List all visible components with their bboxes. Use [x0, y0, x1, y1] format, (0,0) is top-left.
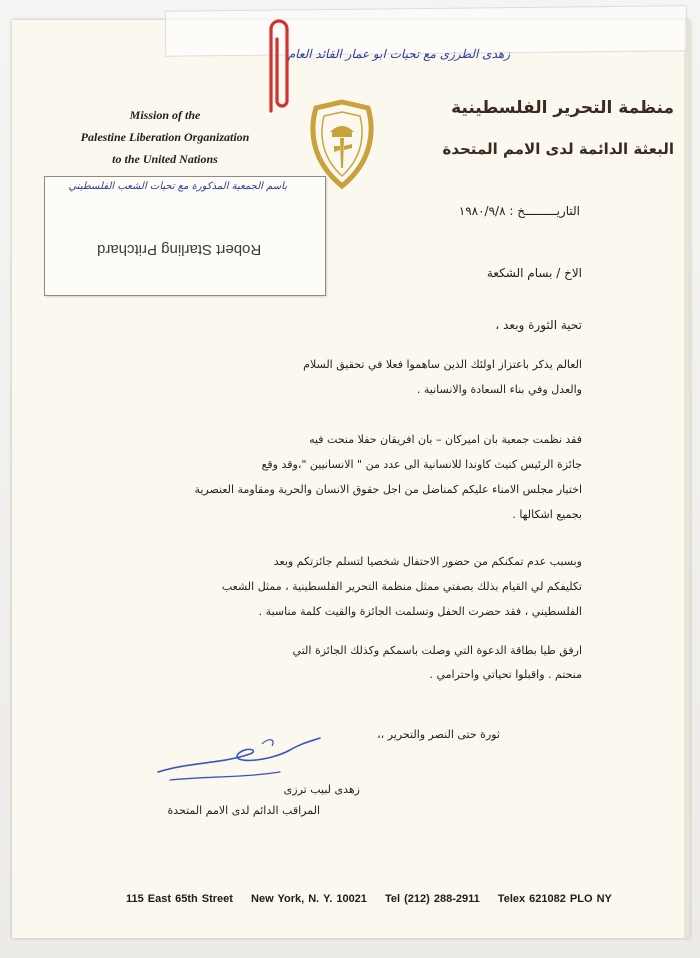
closing-line: ثورة حتى النصر والتحرير ،،	[377, 728, 500, 741]
body-line: اختيار مجلس الامناء عليكم كمناضل من اجل حقوق الانسان والحرية ومقاومة العنصرية	[194, 483, 582, 496]
date-line: التاريـــــــــخ : ١٩٨٠/٩/٨	[458, 204, 580, 218]
body-line: منحتم . واقبلوا تحياتي واحترامي .	[429, 668, 582, 681]
mission-header-line3: to the United Nations	[112, 152, 218, 166]
footer-telex: Telex 621082 PLO NY	[497, 893, 612, 905]
greeting-line: تحية الثورة وبعد ،	[495, 318, 582, 332]
handwritten-note-top: زهدى الطرزى مع تحيات ابو عمار القائد العام	[287, 47, 510, 61]
footer-street: 115 East 65th Street	[126, 893, 233, 905]
footer-city: New York, N. Y. 10021	[251, 893, 367, 905]
body-line: جائزة الرئيس كنيث كاوندا للانسانية الى عدد من " الانسانيين "،وقد وقع	[261, 458, 582, 471]
footer-tel: Tel (212) 288-2911	[384, 893, 480, 905]
recipient-line: الاخ / بسام الشكعة	[486, 266, 582, 280]
body-line: والعدل وفي بناء السعادة والانسانية .	[416, 383, 582, 396]
signatory-title: المراقب الدائم لدى الامم المتحدة	[167, 804, 320, 817]
mission-header-ar-line1: منظمة التحرير الفلسطينية	[451, 98, 674, 118]
business-card	[44, 176, 326, 296]
body-line: تكليفكم لي القيام بذلك بصفتي ممثل منظمة التحرير الفلسطينية ، ممثل الشعب	[221, 580, 582, 593]
signatory-name: زهدى لبيب ترزى	[283, 783, 360, 796]
mission-header-line2: Palestine Liberation Organization	[80, 130, 250, 144]
card-name: Robert Starling Pritchard	[97, 241, 262, 258]
body-line: ارفق طيا بطاقة الدعوة التي وصلت باسمكم وكذلك الجائزة التي	[292, 644, 582, 657]
footer-address	[126, 893, 686, 905]
body-line: فقد نظمت جمعية بان اميركان – بان افريقان حفلا منحت فيه	[309, 433, 582, 446]
body-line: وبسبب عدم تمكنكم من حضور الاحتفال شخصيا لتسلم جائزتكم وبعد	[273, 555, 582, 568]
body-line: العالم يذكر باعتزاز اولئك الذين ساهموا فعلا في تحقيق السلام	[303, 358, 582, 371]
mission-header-ar-line2: البعثة الدائمة لدى الامم المتحدة	[442, 140, 674, 158]
mission-header-en	[50, 104, 280, 170]
mission-header-line1: Mission of the	[129, 108, 201, 122]
body-line: الفلسطيني ، فقد حضرت الحفل وتسلمت الجائزة والقيت كلمة مناسبة .	[258, 605, 582, 618]
handwritten-note-card: باسم الجمعية المذكورة مع تحيات الشعب الفلسطيني	[68, 181, 287, 192]
body-line: بجميع اشكالها .	[512, 508, 582, 521]
signature-icon	[150, 732, 330, 788]
